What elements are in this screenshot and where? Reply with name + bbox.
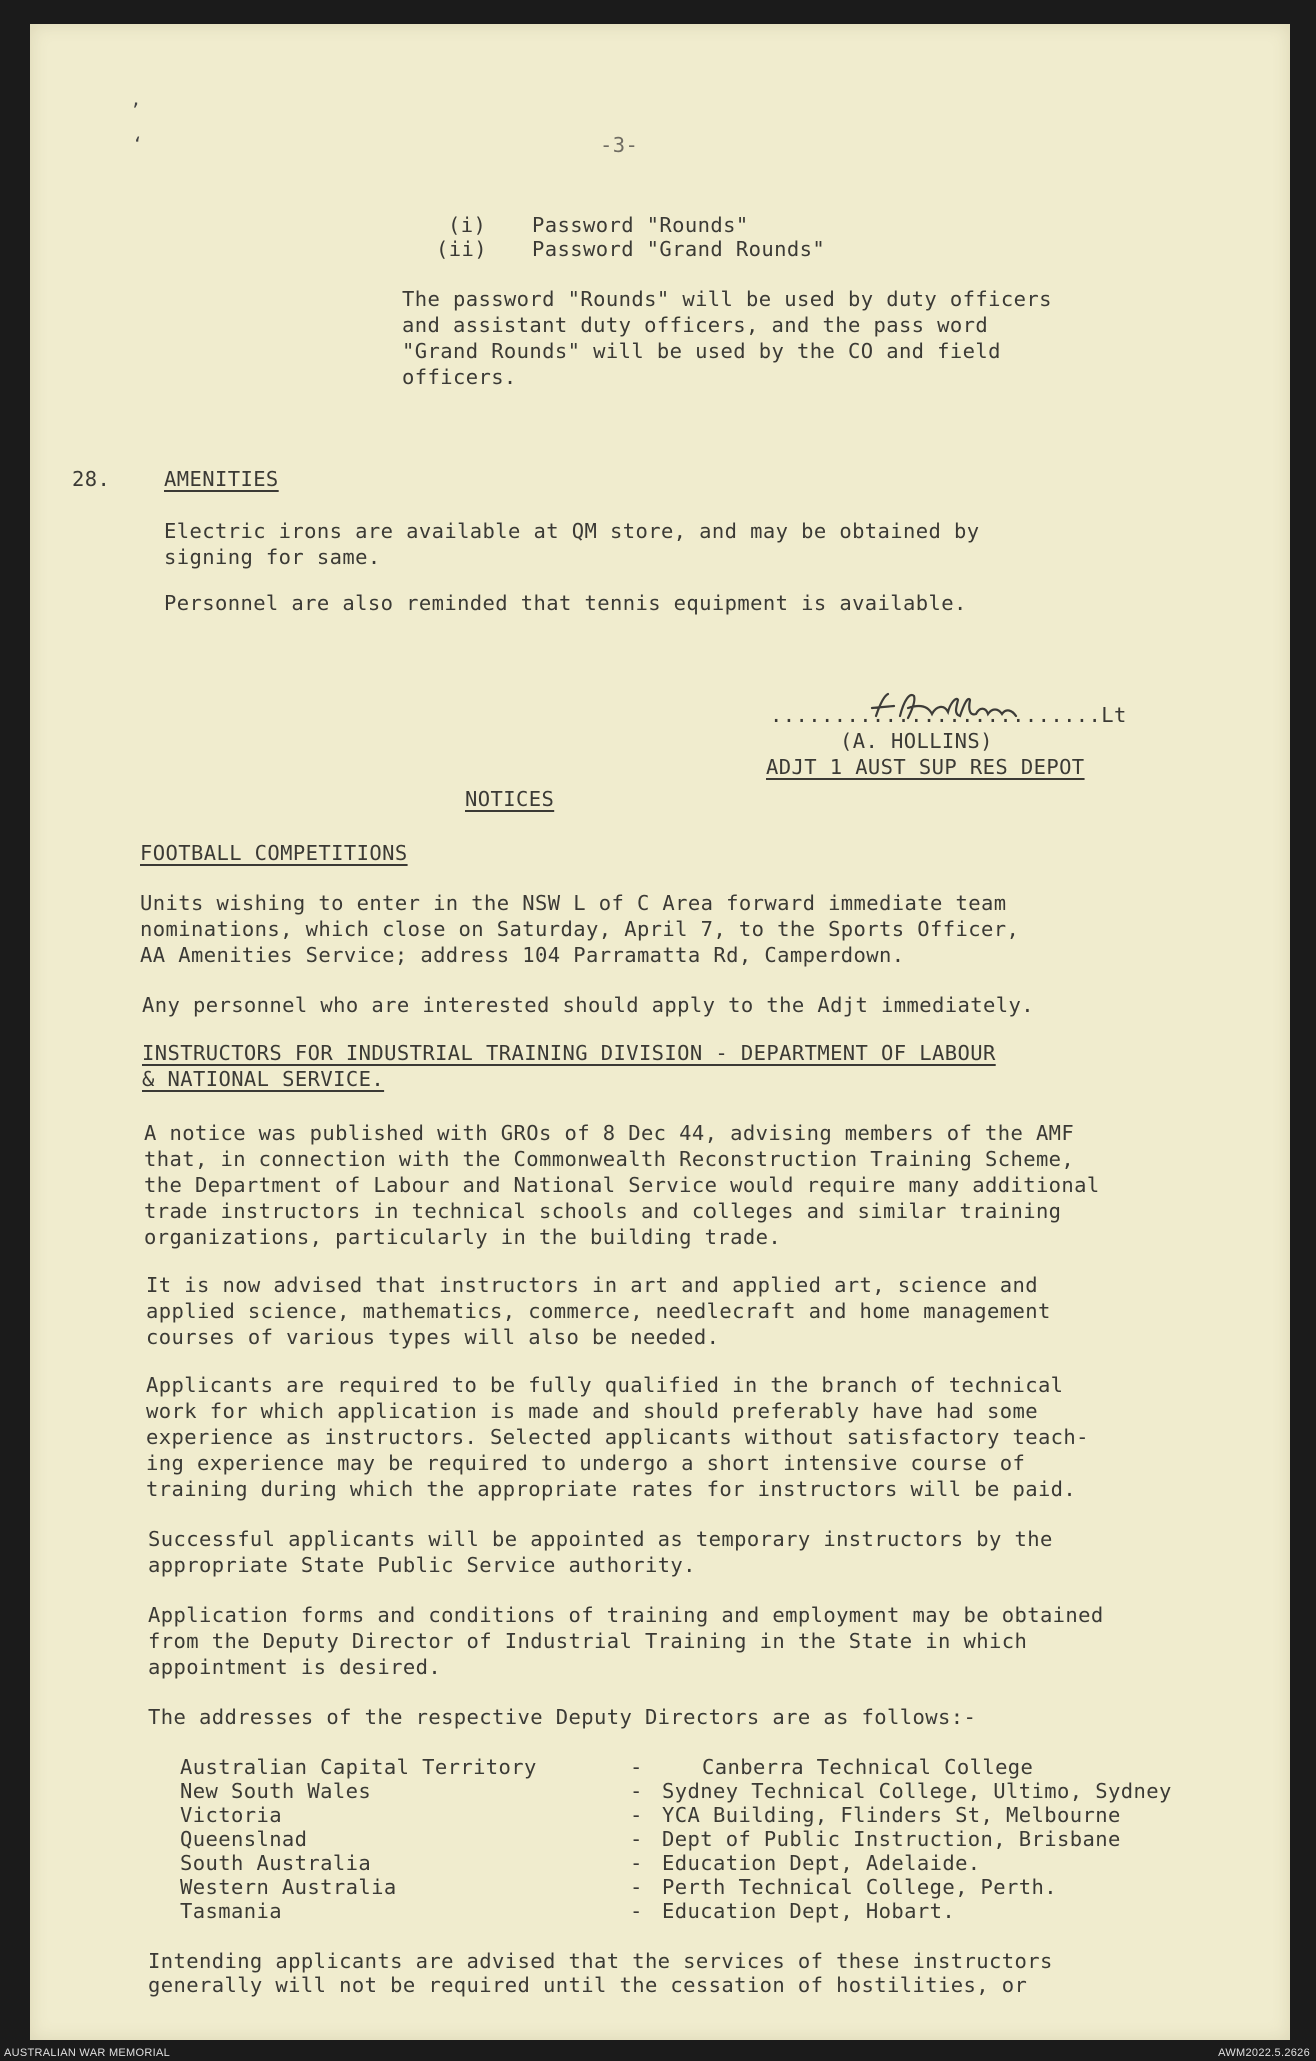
address-dash: - — [630, 1827, 643, 1851]
state-name: Tasmania — [180, 1899, 282, 1923]
text-line: "Grand Rounds" will be used by the CO and field — [402, 339, 1001, 363]
text-line: and assistant duty officers, and the pass word — [402, 313, 989, 337]
text-line: The password "Rounds" will be used by duty officers — [402, 287, 1052, 311]
signatory-title: ADJT 1 AUST SUP RES DEPOT — [766, 755, 1085, 779]
text-line: the Department of Labour and National Service would require many additional — [144, 1173, 1100, 1197]
document-page — [30, 24, 1290, 2040]
text-line: experience as instructors. Selected applicants without satisfactory teach- — [146, 1425, 1089, 1449]
address-dash: - — [630, 1755, 643, 1779]
text-line: training during which the appropriate rates for instructors will be paid. — [146, 1477, 1077, 1501]
state-name: Australian Capital Territory — [180, 1755, 537, 1779]
text-line: ing experience may be required to undergo a short intensive course of — [146, 1451, 1026, 1475]
text-line: Electric irons are available at QM store, and may be obtained by — [164, 519, 980, 543]
address-dash: - — [630, 1803, 643, 1827]
text-line: officers. — [402, 365, 517, 389]
page-number: -3- — [600, 133, 639, 157]
state-name: South Australia — [180, 1851, 372, 1875]
text-line: nominations, which close on Saturday, April 7, to the Sports Officer, — [140, 917, 1020, 941]
state-name: Western Australia — [180, 1875, 397, 1899]
text-line: A notice was published with GROs of 8 Dec 44, advising members of the AMF — [144, 1121, 1075, 1145]
section-heading: & NATIONAL SERVICE. — [142, 1067, 385, 1091]
text-line: signing for same. — [164, 545, 381, 569]
text-line: Application forms and conditions of training and employment may be obtained — [148, 1603, 1104, 1627]
notices-heading: NOTICES — [465, 787, 555, 811]
address-text: Perth Technical College, Perth. — [662, 1875, 1058, 1899]
text-line: applied science, mathematics, commerce, needlecraft and home management — [146, 1299, 1051, 1323]
binding-hole-mark: ‘ — [132, 134, 143, 155]
text-line: Successful applicants will be appointed as temporary instructors by the — [148, 1527, 1053, 1551]
footer-right: AWM2022.5.2626 — [1218, 2047, 1310, 2059]
text-line: Applicants are required to be fully qualified in the branch of technical — [146, 1373, 1064, 1397]
text-line: work for which application is made and should preferably have had some — [146, 1399, 1038, 1423]
text-line: organizations, particularly in the building trade. — [144, 1225, 782, 1249]
section-heading: INSTRUCTORS FOR INDUSTRIAL TRAINING DIVISION - DEPARTMENT OF LABOUR — [142, 1041, 996, 1065]
address-dash: - — [630, 1875, 643, 1899]
section-number: 28. — [72, 467, 111, 491]
password-number: (i) — [448, 213, 487, 237]
text-line: Intending applicants are advised that the services of these instructors — [148, 1949, 1053, 1973]
state-name: Queenslnad — [180, 1827, 308, 1851]
address-text: Sydney Technical College, Ultimo, Sydney — [662, 1779, 1172, 1803]
password-number: (ii) — [436, 237, 487, 261]
text-line: from the Deputy Director of Industrial Training in the State in which — [148, 1629, 1028, 1653]
password-text: Password "Rounds" — [532, 213, 749, 237]
section-heading: AMENITIES — [164, 467, 279, 491]
text-line: Units wishing to enter in the NSW L of C Area forward immediate team — [140, 891, 1007, 915]
state-name: Victoria — [180, 1803, 282, 1827]
text-line: The addresses of the respective Deputy Directors are as follows:- — [148, 1705, 977, 1729]
text-line: Personnel are also reminded that tennis equipment is available. — [164, 591, 967, 615]
text-line: generally will not be required until the cessation of hostilities, or — [148, 1973, 1028, 1997]
text-line: It is now advised that instructors in art and applied art, science and — [146, 1273, 1038, 1297]
section-heading: FOOTBALL COMPETITIONS — [140, 841, 408, 865]
footer-left: AUSTRALIAN WAR MEMORIAL — [4, 2047, 171, 2059]
password-text: Password "Grand Rounds" — [532, 237, 826, 261]
text-line: that, in connection with the Commonwealth Reconstruction Training Scheme, — [144, 1147, 1075, 1171]
address-text: YCA Building, Flinders St, Melbourne — [662, 1803, 1121, 1827]
text-line: appointment is desired. — [148, 1655, 442, 1679]
text-line: AA Amenities Service; address 104 Parramatta Rd, Camperdown. — [140, 943, 905, 967]
address-text: Education Dept, Hobart. — [662, 1899, 956, 1923]
binding-hole-mark: ’ — [130, 100, 141, 121]
address-text: Education Dept, Adelaide. — [662, 1851, 981, 1875]
text-line: appropriate State Public Service authority. — [148, 1553, 696, 1577]
signature-dots-line: ..........................Lt — [770, 703, 1127, 727]
address-dash: - — [630, 1899, 643, 1923]
state-name: New South Wales — [180, 1779, 372, 1803]
signatory-name: (A. HOLLINS) — [840, 729, 993, 753]
address-dash: - — [630, 1851, 643, 1875]
text-line: courses of various types will also be needed. — [146, 1325, 720, 1349]
address-dash: - — [630, 1779, 643, 1803]
address-text: Canberra Technical College — [702, 1755, 1034, 1779]
text-line: trade instructors in technical schools and colleges and similar training — [144, 1199, 1062, 1223]
address-text: Dept of Public Instruction, Brisbane — [662, 1827, 1121, 1851]
text-line: Any personnel who are interested should apply to the Adjt immediately. — [142, 993, 1034, 1017]
